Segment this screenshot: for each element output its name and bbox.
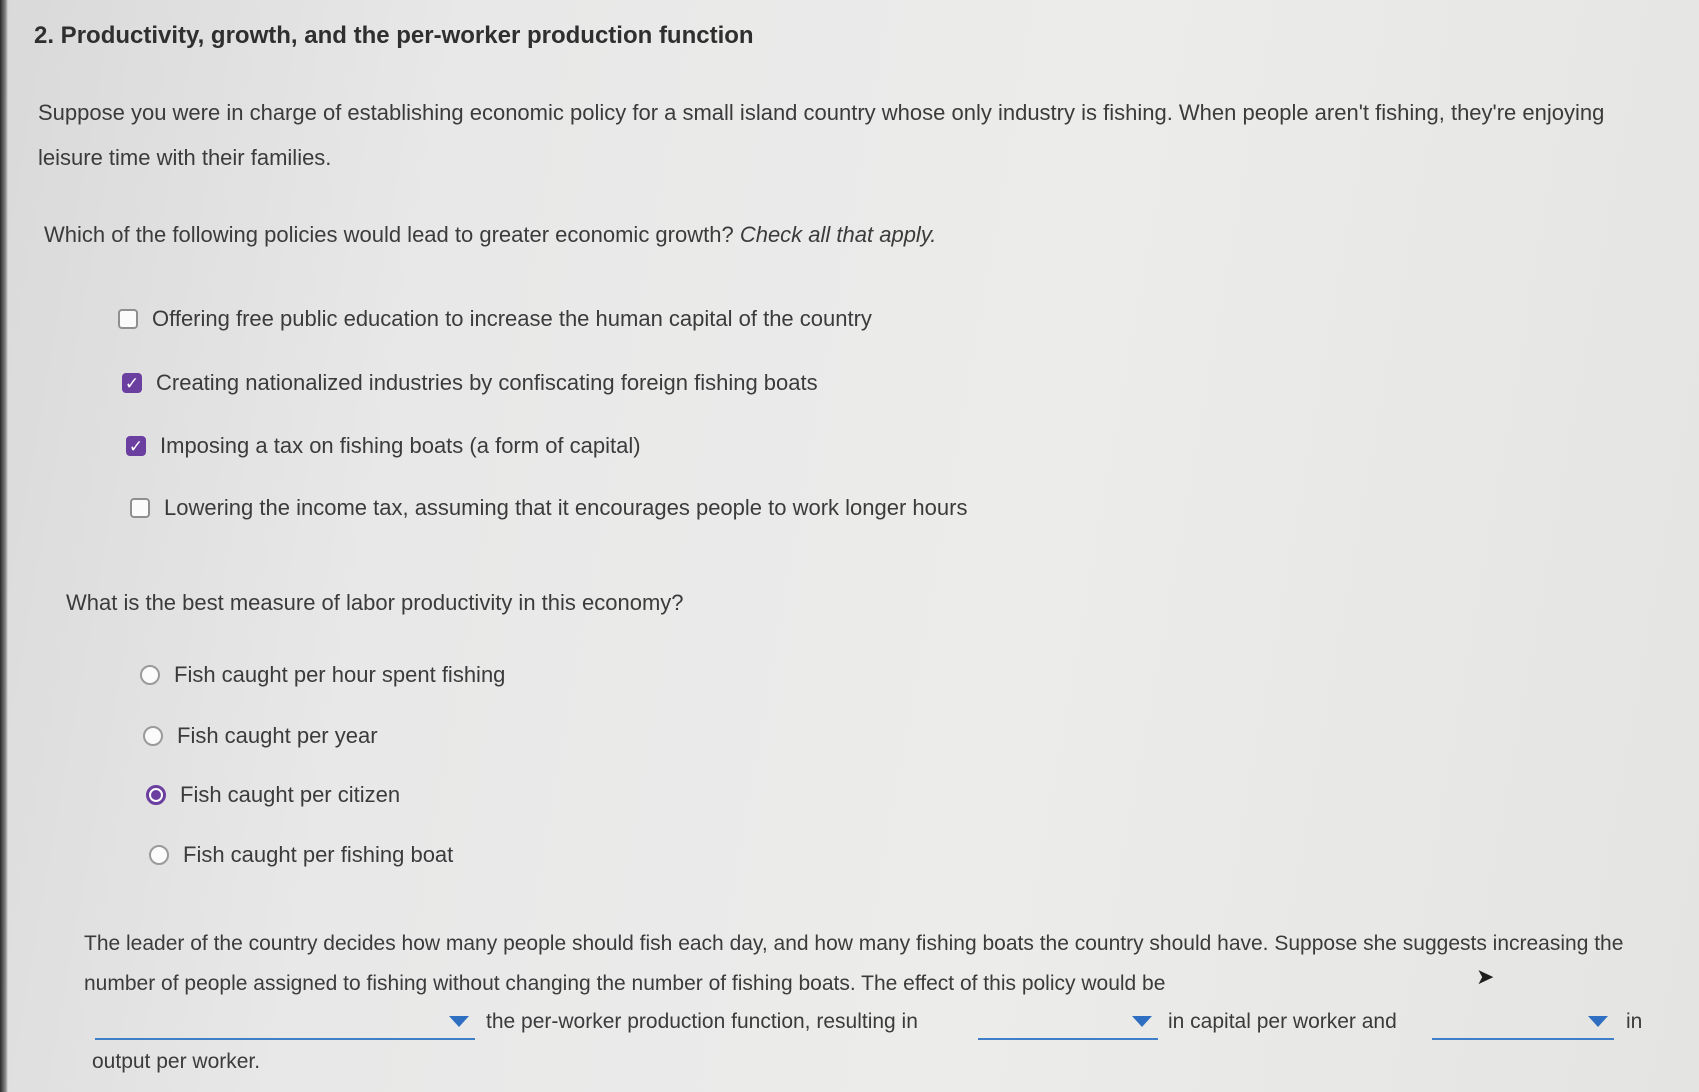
radio-option-4[interactable] <box>149 842 453 868</box>
radio-button[interactable] <box>143 726 163 746</box>
dropdown-output-per-worker[interactable] <box>1432 1004 1614 1040</box>
q2-prompt: What is the best measure of labor productivity in this economy? <box>66 590 684 615</box>
dropdown-arrow-icon <box>1588 1016 1608 1027</box>
checkbox-option-3[interactable] <box>126 433 641 459</box>
checkbox-unchecked[interactable] <box>118 309 138 329</box>
dropdown-arrow-icon <box>449 1016 469 1027</box>
checkbox-label: Creating nationalized industries by confiscating foreign fishing boats <box>156 370 818 395</box>
dropdown-arrow-icon <box>1132 1016 1152 1027</box>
radio-label: Fish caught per fishing boat <box>183 842 454 867</box>
radio-button-selected[interactable] <box>146 785 166 805</box>
intro-text: Suppose you were in charge of establishing economic policy for a small island country whose only industry is fishing. When people aren't fishing, they're enjoying leisure time with their families. <box>38 100 1605 170</box>
q1-instruction: Check all that apply. <box>739 222 937 247</box>
mouse-cursor-icon: ➤ <box>1476 964 1495 989</box>
radio-label: Fish caught per citizen <box>180 782 401 807</box>
checkbox-checked[interactable] <box>126 436 146 456</box>
checkbox-label: Imposing a tax on fishing boats (a form of capital) <box>160 433 641 458</box>
q1-prompt-text: Which of the following policies would lead to greater economic growth? <box>44 222 734 247</box>
radio-button[interactable] <box>149 845 169 865</box>
q3-segment-2: in capital per worker and <box>1168 1010 1397 1033</box>
radio-option-3[interactable] <box>146 782 400 808</box>
q3-end-text: output per worker. <box>92 1050 261 1073</box>
checkbox-option-4[interactable] <box>130 495 967 521</box>
dropdown-effect[interactable] <box>95 1004 475 1040</box>
checkbox-unchecked[interactable] <box>130 498 150 518</box>
checkbox-option-1[interactable] <box>118 306 872 332</box>
q3-text: The leader of the country decides how many people should fish each day, and how many fishing boats the country should have. Suppose she suggests increasing the number of people assigned to fishing without changing the number of fishing boats. The effect of this policy would be <box>84 932 1624 995</box>
radio-label: Fish caught per hour spent fishing <box>174 662 506 687</box>
question-title: 2. Productivity, growth, and the per-worker production function <box>34 22 754 49</box>
q3-segment-1: the per-worker production function, resulting in <box>486 1010 918 1033</box>
q3-segment-3: in <box>1626 1010 1643 1033</box>
checkbox-label: Offering free public education to increase the human capital of the country <box>152 306 872 331</box>
radio-label: Fish caught per year <box>177 723 378 748</box>
checkbox-checked[interactable] <box>122 373 142 393</box>
dropdown-capital-per-worker[interactable] <box>978 1004 1158 1040</box>
checkbox-label: Lowering the income tax, assuming that it encourages people to work longer hours <box>164 495 968 520</box>
checkbox-option-2[interactable] <box>122 370 818 396</box>
checkmark-icon: ✓ <box>128 436 144 456</box>
checkmark-icon: ✓ <box>124 373 140 393</box>
radio-option-2[interactable] <box>143 723 378 749</box>
radio-option-1[interactable] <box>140 662 505 688</box>
radio-button[interactable] <box>140 665 160 685</box>
q1-prompt <box>44 222 936 248</box>
